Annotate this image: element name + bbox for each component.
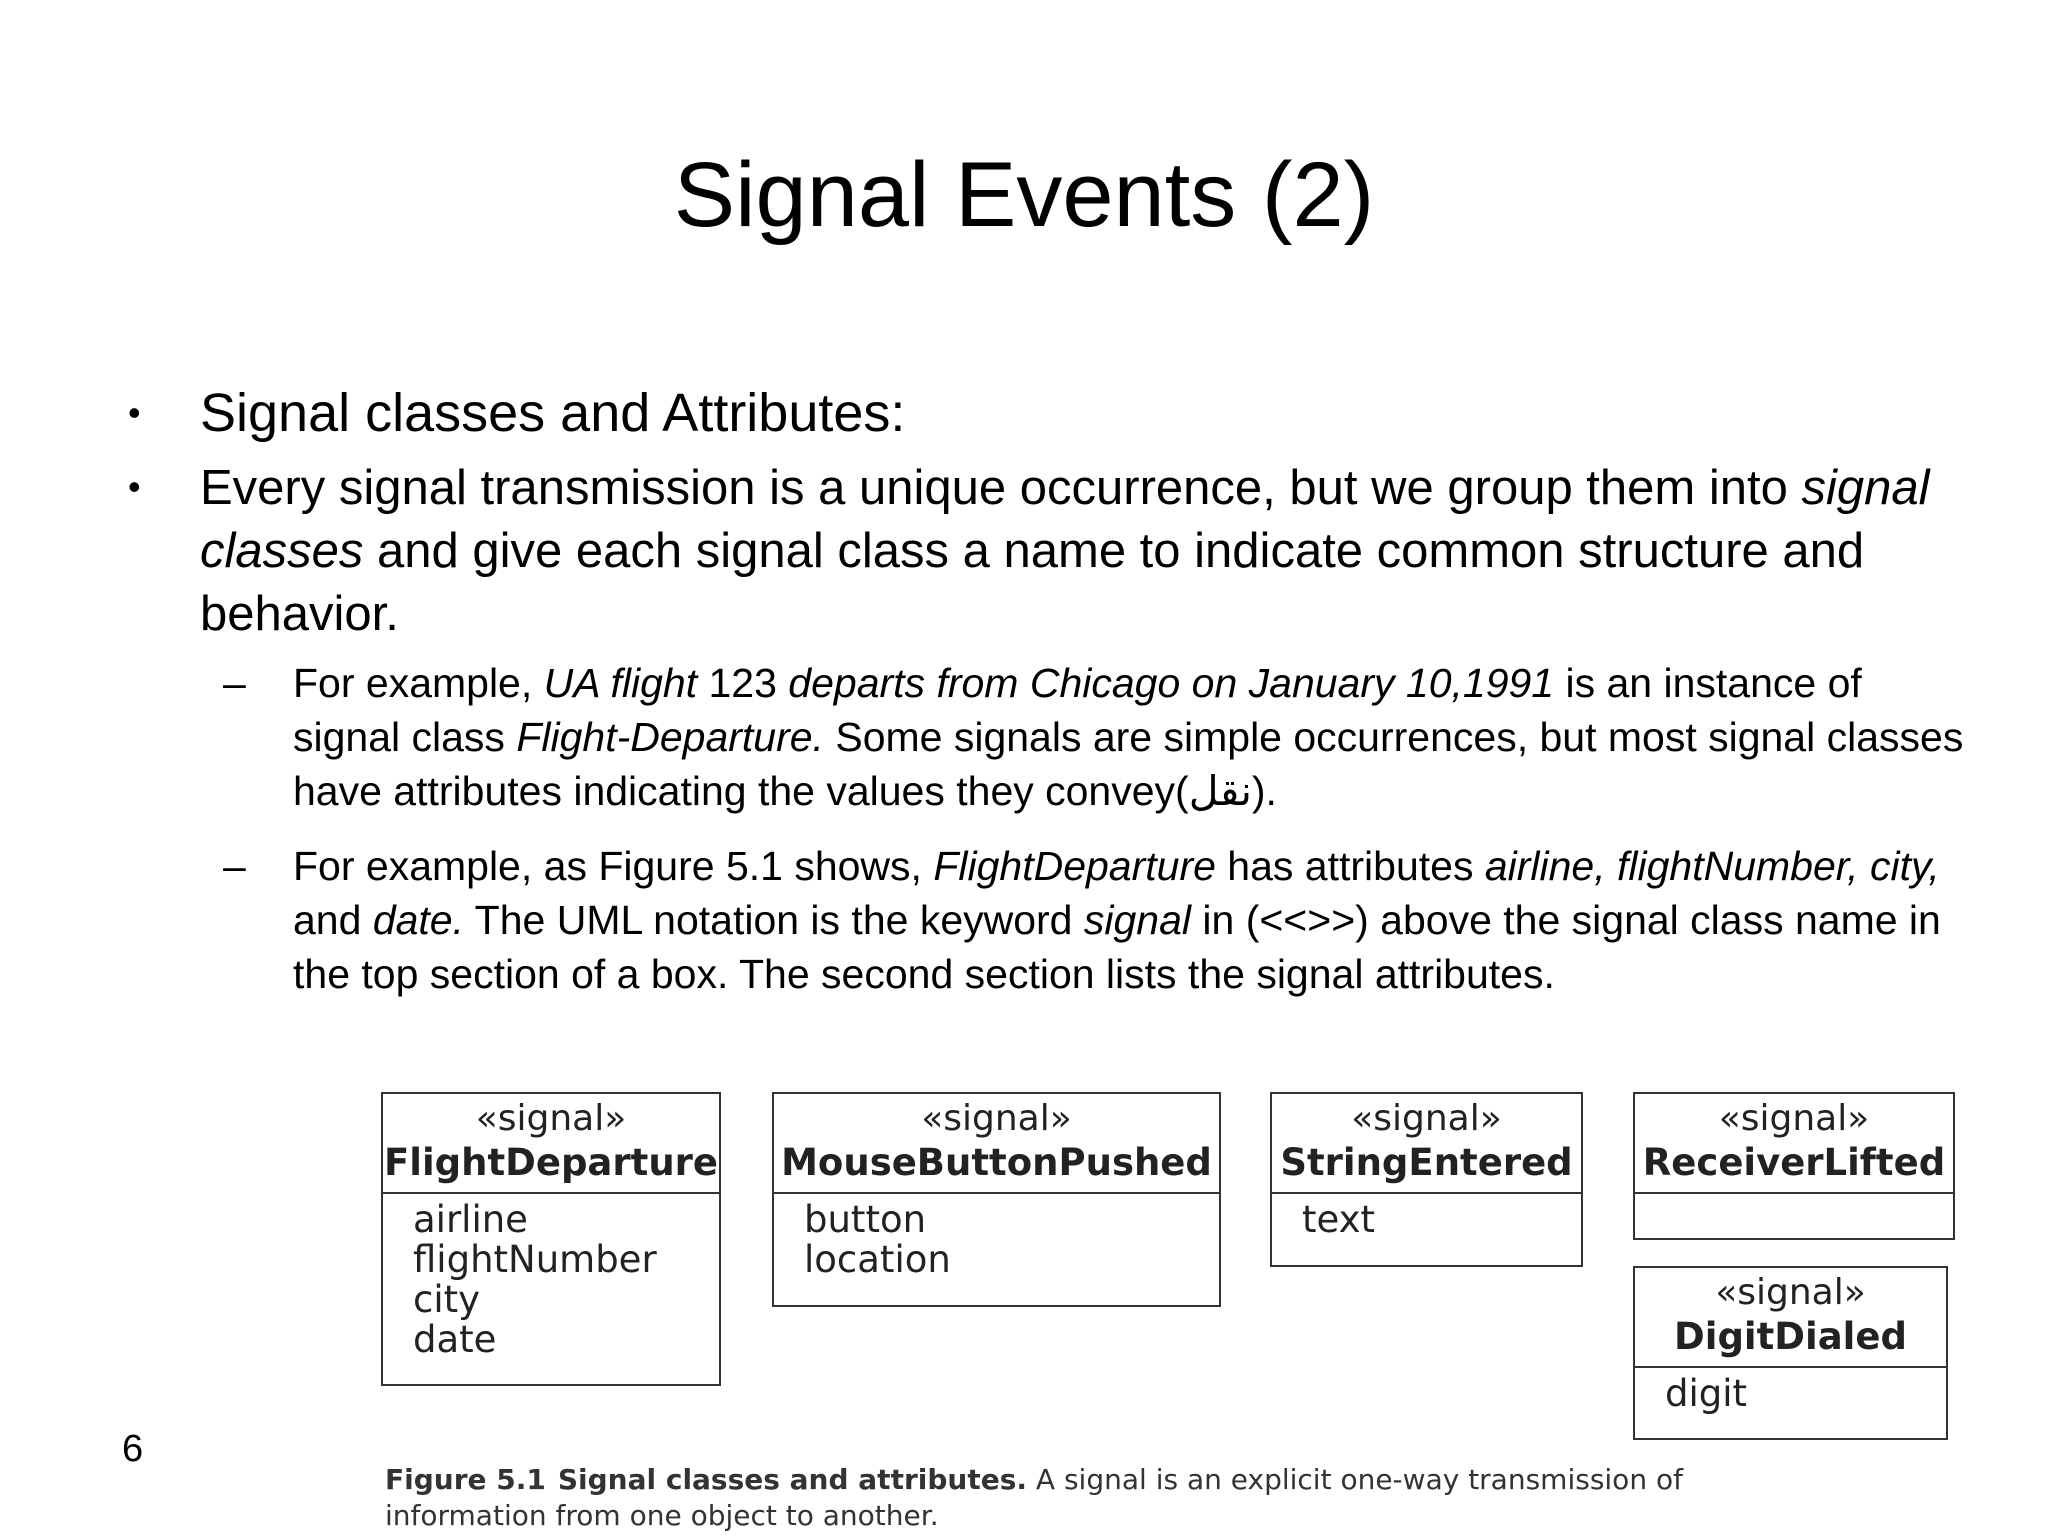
uml-stereotype: «signal» bbox=[1715, 1272, 1866, 1313]
uml-class-header bbox=[774, 1094, 1219, 1194]
uml-class-header bbox=[1635, 1094, 1953, 1194]
uml-attribute: date bbox=[413, 1318, 497, 1361]
bullet-text: Signal classes and Attributes: bbox=[200, 383, 906, 443]
uml-class-name: MouseButtonPushed bbox=[781, 1141, 1212, 1184]
uml-attribute: city bbox=[413, 1278, 481, 1321]
uml-class-mouse-button-pushed bbox=[772, 1092, 1221, 1307]
uml-attribute-list bbox=[1635, 1368, 1946, 1414]
uml-class-name: ReceiverLifted bbox=[1642, 1141, 1946, 1184]
uml-stereotype: «signal» bbox=[1351, 1098, 1502, 1139]
sub-text: Some signals are simple occurrences, but most signal classes have attributes indicating the values they convey( bbox=[293, 714, 1964, 814]
uml-class-receiver-lifted bbox=[1633, 1092, 1955, 1240]
uml-attribute-list bbox=[383, 1194, 719, 1360]
sub-text: 123 bbox=[697, 660, 789, 706]
sub-text-italic: date. bbox=[372, 897, 465, 943]
sub-text-italic: FlightDeparture bbox=[933, 843, 1216, 889]
bullet-signal-transmission bbox=[128, 457, 1960, 646]
uml-stereotype: «signal» bbox=[1718, 1098, 1870, 1139]
uml-attribute-list-empty bbox=[1635, 1194, 1953, 1200]
page-number: 6 bbox=[122, 1428, 144, 1470]
uml-stereotype: «signal» bbox=[475, 1098, 627, 1139]
uml-attribute-list bbox=[774, 1194, 1219, 1280]
sub-bullet-dash: – bbox=[223, 843, 246, 889]
uml-attribute: location bbox=[804, 1238, 951, 1281]
sub-text-italic: UA flight bbox=[543, 660, 698, 706]
sub-text: and bbox=[293, 897, 373, 943]
sub-text: For example, as Figure 5.1 shows, bbox=[293, 843, 934, 889]
sub-bullet-flight-example bbox=[223, 656, 1973, 818]
bullet-dot: • bbox=[128, 466, 141, 507]
sub-text: The UML notation is the keyword bbox=[464, 897, 1084, 943]
sub-text-italic: signal bbox=[1083, 897, 1192, 943]
figure-caption bbox=[385, 1462, 1745, 1534]
uml-attribute: airline bbox=[413, 1198, 528, 1241]
uml-class-name: DigitDialed bbox=[1674, 1315, 1907, 1358]
figure-caption-bold: Signal classes and attributes. bbox=[557, 1463, 1028, 1496]
figure-label: Figure 5.1 bbox=[385, 1463, 546, 1496]
uml-class-header bbox=[383, 1094, 719, 1194]
sub-bullet-dash: – bbox=[223, 660, 246, 706]
uml-attribute: digit bbox=[1665, 1372, 1748, 1415]
uml-class-flight-departure bbox=[381, 1092, 721, 1386]
sub-text: ). bbox=[1251, 768, 1277, 814]
uml-attribute: text bbox=[1302, 1198, 1376, 1241]
sub-text: has attributes bbox=[1215, 843, 1485, 889]
bullet-text-part1: Every signal transmission is a unique occurrence, but we group them into bbox=[200, 461, 1802, 515]
uml-class-header bbox=[1635, 1268, 1946, 1368]
sub-bullet-figure-example bbox=[223, 839, 1973, 1001]
uml-class-digit-dialed bbox=[1633, 1266, 1948, 1440]
uml-attribute: flightNumber bbox=[413, 1238, 657, 1281]
uml-attribute-list bbox=[1272, 1194, 1581, 1240]
sub-text-italic: Flight-Departure. bbox=[516, 714, 824, 760]
figure-caption-text: A signal is an explicit one-way transmission of information from one object to another. bbox=[385, 1463, 1683, 1532]
sub-text-italic: airline, flightNumber, city, bbox=[1484, 843, 1940, 889]
sub-text-italic: departs from Chicago on January 10,1991 bbox=[788, 660, 1555, 706]
bullet-dot: • bbox=[128, 392, 141, 433]
sub-text: is an instance of signal class bbox=[293, 660, 1862, 760]
uml-class-header bbox=[1272, 1094, 1581, 1194]
sub-text: For example, bbox=[293, 660, 544, 706]
uml-class-name: StringEntered bbox=[1280, 1141, 1573, 1184]
uml-class-string-entered bbox=[1270, 1092, 1583, 1267]
bullet-signal-classes bbox=[128, 378, 1960, 448]
bullet-text-part2: and give each signal class a name to indicate common structure and behavior. bbox=[200, 524, 1865, 641]
uml-attribute: button bbox=[804, 1198, 927, 1241]
slide-title: Signal Events (2) bbox=[673, 144, 1375, 246]
bullet-text-italic: signal classes bbox=[200, 461, 1930, 578]
uml-stereotype: «signal» bbox=[921, 1098, 1072, 1139]
sub-text: in (<<>>) above the signal class name in the top section of a box. The second section lists the signal attributes. bbox=[293, 897, 1941, 997]
arabic-word: نقل bbox=[1188, 768, 1252, 814]
uml-class-name: FlightDeparture bbox=[383, 1141, 719, 1184]
